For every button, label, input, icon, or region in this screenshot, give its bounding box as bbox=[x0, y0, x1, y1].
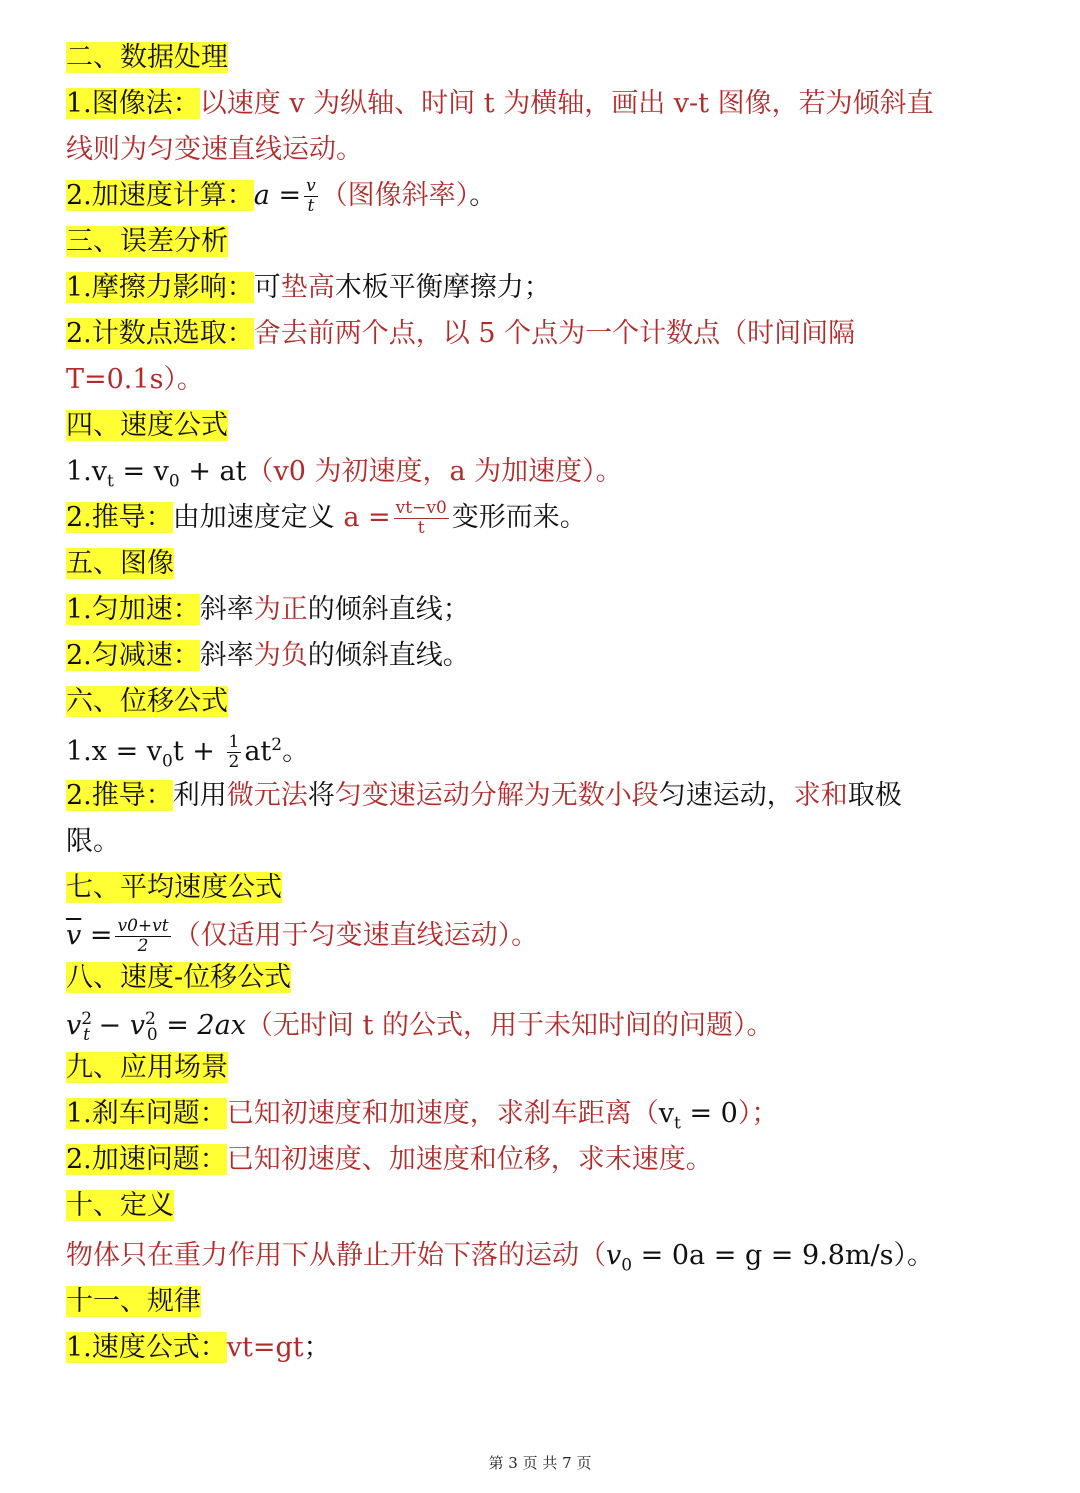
item-note: （v0 为初速度，a 为加速度）。 bbox=[246, 456, 623, 487]
heading-text: 五、图像 bbox=[66, 548, 174, 579]
item-text: T=0.1s）。 bbox=[66, 364, 204, 395]
item-label: 1.刹车问题： bbox=[66, 1098, 227, 1129]
heading-text: 三、误差分析 bbox=[66, 226, 228, 257]
item-text: 舍去前两个点，以 5 个点为一个计数点（时间间隔 bbox=[253, 318, 856, 349]
section-heading-definition bbox=[66, 1186, 1016, 1226]
heading-text: 八、速度-位移公式 bbox=[66, 962, 292, 993]
item-graph-method-cont bbox=[66, 130, 1016, 170]
item-velocity-displacement-formula: $v^2_t - v^2_0 = 2ax$（无时间 t 的公式，用于未知时间的问题）。 bbox=[66, 1009, 774, 1046]
section-heading-error-analysis bbox=[66, 222, 1016, 262]
heading-text: 十、定义 bbox=[66, 1190, 174, 1221]
page-footer: 第 3 页 共 7 页 bbox=[488, 1454, 592, 1472]
item-label: 1.匀加速： bbox=[66, 594, 200, 625]
item-uniform-accel: 1.匀加速：斜率为正的倾斜直线； bbox=[66, 594, 470, 625]
item-graph-method bbox=[66, 84, 1016, 124]
item-label: 2.推导： bbox=[66, 502, 173, 533]
item-label: 2.推导： bbox=[66, 780, 173, 811]
heading-text: 二、数据处理 bbox=[66, 42, 228, 73]
section-heading-data-processing bbox=[66, 38, 1016, 78]
item-average-velocity-formula: $\overline{v}$ = $\frac{v0+vt}{2}$ （仅适用于匀变速直线运动）。 bbox=[66, 916, 539, 956]
item-label: 2.加速问题： bbox=[66, 1144, 227, 1175]
item-note: （无时间 t 的公式，用于未知时间的问题）。 bbox=[245, 1010, 774, 1041]
item-acceleration-calc: 2.加速度计算：a = $\frac{v}{t}$ （图像斜率）。 bbox=[66, 176, 497, 216]
item-note: （图像斜率） bbox=[320, 180, 470, 211]
document-body bbox=[66, 38, 1016, 1363]
section-heading-velocity-displacement bbox=[66, 958, 1016, 998]
item-label: 2.匀减速： bbox=[66, 640, 200, 671]
item-acceleration-problem: 2.加速问题：已知初速度、加速度和位移，求末速度。 bbox=[66, 1144, 713, 1175]
fraction: $\frac{1}{2}$ bbox=[228, 732, 240, 772]
item-free-fall-definition: 物体只在重力作用下从静止开始下落的运动$(v_0 = 0a = g = 9.8m/s)$。 bbox=[66, 1240, 935, 1276]
fraction: $\frac{v0+vt}{2}$ bbox=[117, 916, 169, 956]
heading-text: 六、位移公式 bbox=[66, 686, 228, 717]
section-heading-graph bbox=[66, 544, 1016, 584]
formula: a = bbox=[343, 502, 391, 533]
section-heading-applications bbox=[66, 1048, 1016, 1088]
item-label: 1.速度公式： bbox=[66, 1332, 227, 1363]
heading-text: 四、速度公式 bbox=[66, 410, 228, 441]
item-label: 2.加速度计算： bbox=[66, 180, 254, 211]
item-velocity-formula: $1.v_t = v_0 + at(v0$ 为初速度，a 为加速度）。 bbox=[66, 456, 623, 492]
item-displacement-derivation-cont: 限。 bbox=[66, 826, 120, 857]
heading-text: 十一、规律 bbox=[66, 1286, 201, 1317]
item-displacement-derivation: 2.推导：利用微元法将匀变速运动分解为无数小段匀速运动，求和取极 bbox=[66, 780, 902, 811]
fraction: $\frac{v}{t}$ bbox=[306, 176, 316, 216]
item-velocity-law: 1.速度公式：vt=gt； bbox=[66, 1332, 331, 1363]
formula: a = bbox=[253, 180, 302, 211]
item-braking: 1.刹车问题：已知初速度和加速度，求刹车距离$(v_t = 0)$； bbox=[66, 1098, 779, 1134]
item-label: 1.摩擦力影响： bbox=[66, 272, 254, 303]
item-uniform-decel: 2.匀减速：斜率为负的倾斜直线。 bbox=[66, 640, 470, 671]
item-label: 2.计数点选取： bbox=[66, 318, 254, 349]
heading-text: 九、应用场景 bbox=[66, 1052, 228, 1083]
section-heading-displacement-formula bbox=[66, 682, 1016, 722]
item-displacement-formula: $1.x = v_0t$ + $\frac{1}{2}$ $at^2$。 bbox=[66, 732, 310, 772]
fraction: $\frac{vt-v0}{t}$ bbox=[395, 498, 447, 538]
item-derivation: 2.推导：由加速度定义 a = $\frac{vt-v0}{t}$ 变形而来。 bbox=[66, 498, 587, 538]
item-count-points bbox=[66, 314, 1016, 354]
heading-text: 七、平均速度公式 bbox=[66, 872, 282, 903]
section-heading-laws bbox=[66, 1282, 1016, 1322]
formula: $\overline{v}$ bbox=[66, 920, 82, 951]
section-heading-velocity-formula bbox=[66, 406, 1016, 446]
item-note: （仅适用于匀变速直线运动）。 bbox=[173, 920, 539, 951]
item-text: 线则为匀变速直线运动。 bbox=[66, 134, 363, 165]
item-text: 以速度 v 为纵轴、时间 t 为横轴，画出 v-t 图像，若为倾斜直 bbox=[199, 88, 934, 119]
item-friction: 1.摩擦力影响：可垫高木板平衡摩擦力； bbox=[66, 272, 551, 303]
item-label: 1.图像法： bbox=[66, 88, 200, 119]
item-count-points-cont bbox=[66, 360, 1016, 400]
section-heading-average-velocity bbox=[66, 868, 1016, 908]
